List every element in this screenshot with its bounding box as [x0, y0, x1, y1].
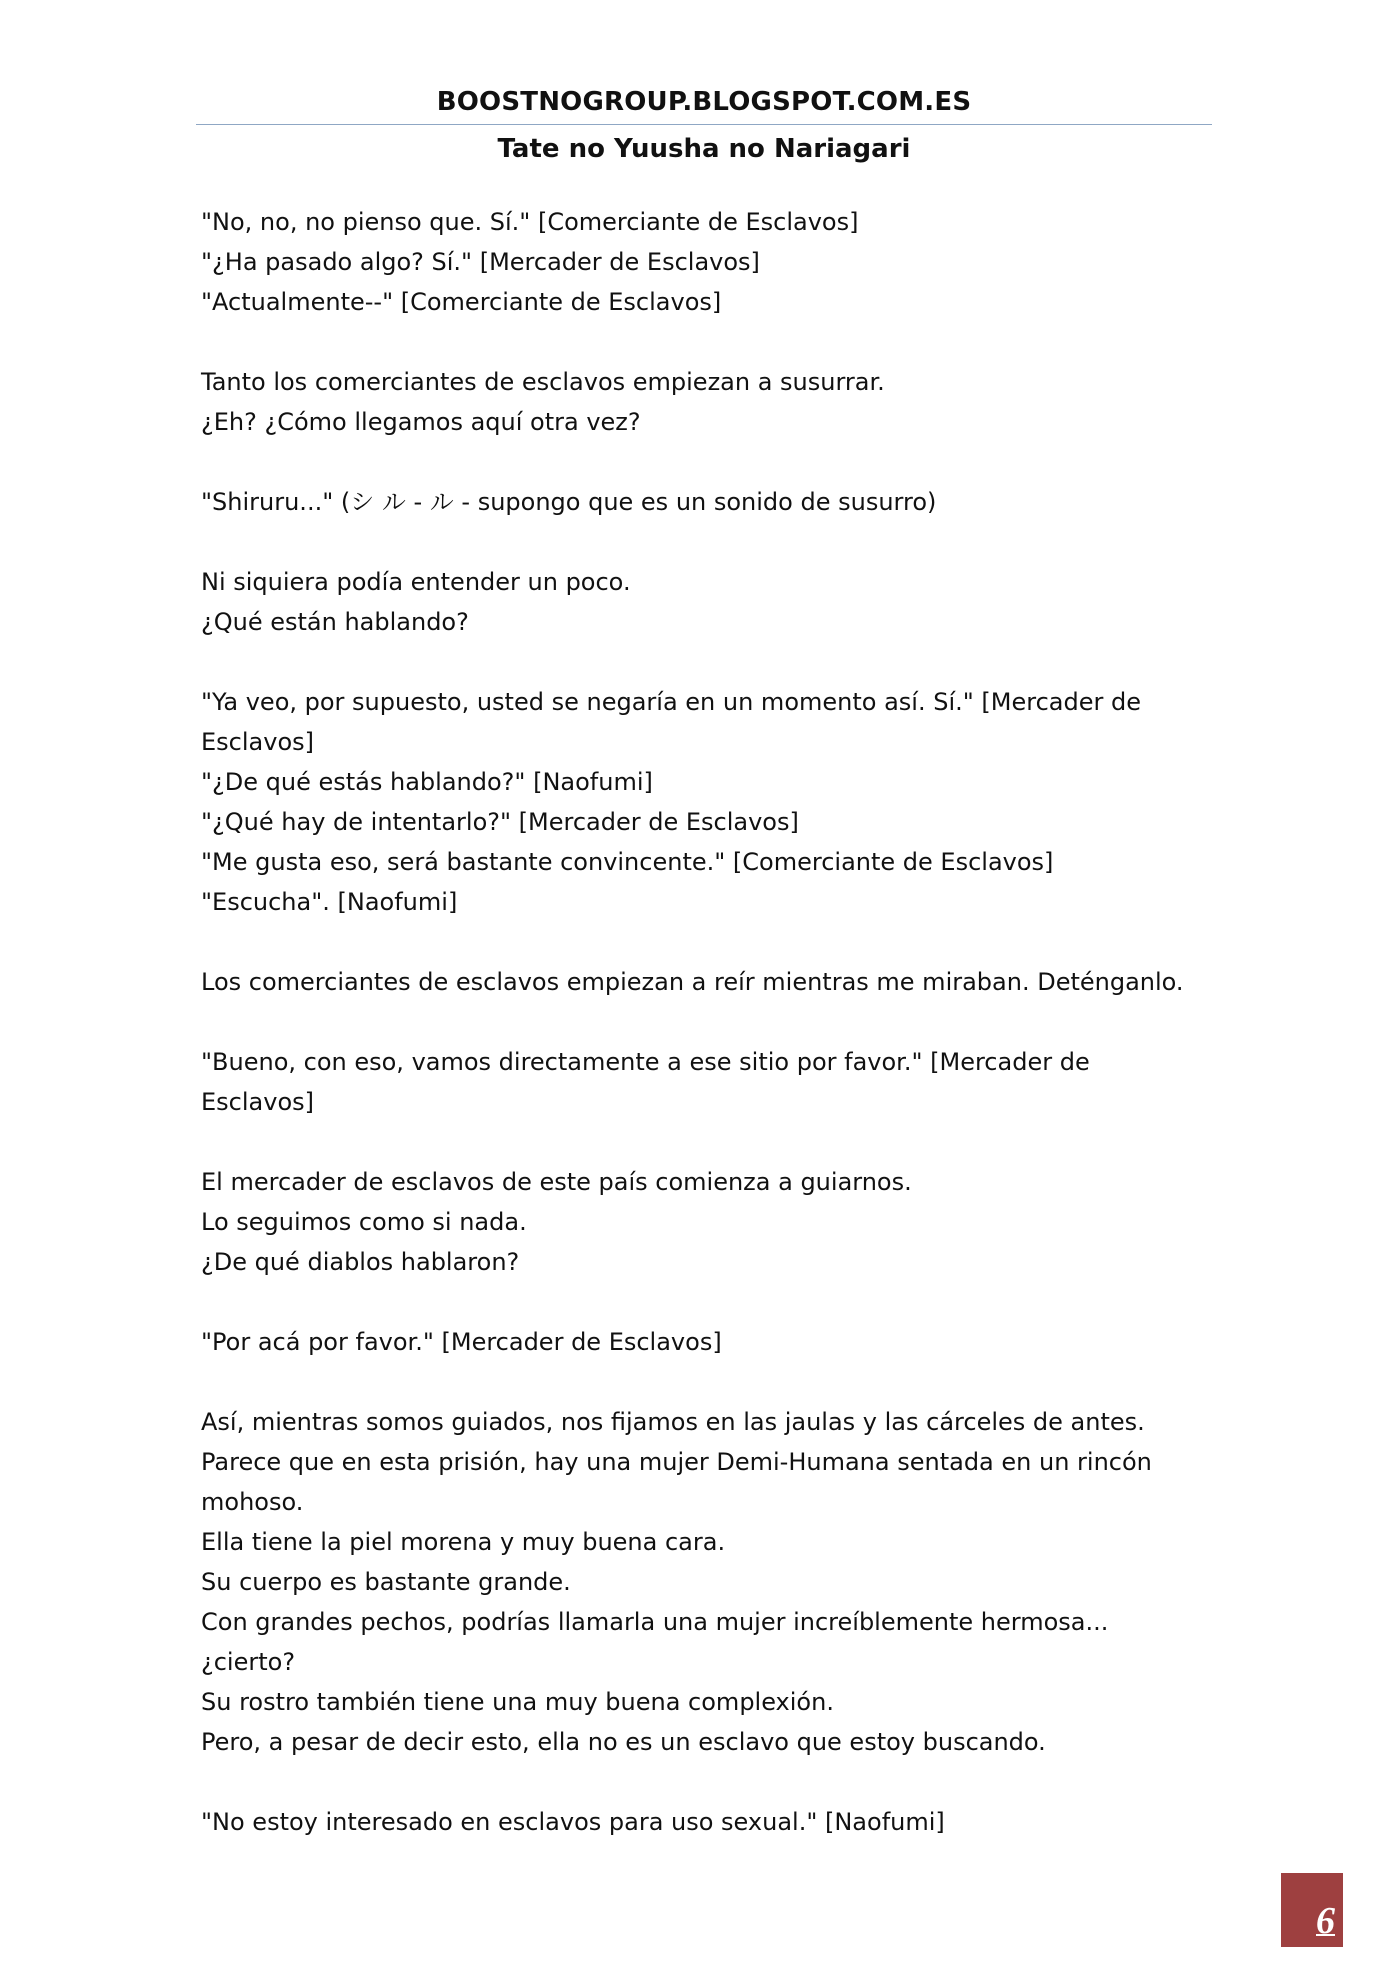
text-line: Pero, a pesar de decir esto, ella no es un esclavo que estoy buscando.: [201, 1728, 1046, 1756]
text-line: ¿Eh? ¿Cómo llegamos aquí otra vez?: [201, 408, 641, 436]
paragraph: [201, 1162, 1201, 1282]
chapter-body: [201, 202, 1201, 1882]
text-line: Los comerciantes de esclavos empiezan a reír mientras me miraban. Deténganlo.: [201, 968, 1184, 996]
text-line: "Me gusta eso, será bastante convincente." [Comerciante de Esclavos]: [201, 848, 1054, 876]
paragraph: [201, 962, 1201, 1002]
paragraph: [201, 202, 1201, 322]
text-line: Ella tiene la piel morena y muy buena cara.: [201, 1528, 726, 1556]
paragraph: [201, 682, 1201, 922]
text-line: El mercader de esclavos de este país comienza a guiarnos.: [201, 1168, 912, 1196]
page-number-badge: [1281, 1873, 1343, 1947]
text-line: Tanto los comerciantes de esclavos empiezan a susurrar.: [201, 368, 885, 396]
page-number: 6: [1316, 1900, 1335, 1942]
text-line: Ni siquiera podía entender un poco.: [201, 568, 631, 596]
text-line: Lo seguimos como si nada.: [201, 1208, 527, 1236]
text-line: "Por acá por favor." [Mercader de Esclavos]: [201, 1328, 722, 1356]
document-title: Tate no Yuusha no Nariagari: [497, 134, 911, 164]
text-line: "Ya veo, por supuesto, usted se negaría en un momento así. Sí." [Mercader de Esclavos]: [201, 688, 1141, 756]
paragraph: [201, 362, 1201, 442]
text-line: ¿Qué están hablando?: [201, 608, 469, 636]
paragraph: [201, 1402, 1201, 1762]
paragraph: [201, 562, 1201, 642]
text-line: Su rostro también tiene una muy buena complexión.: [201, 1688, 834, 1716]
paragraph: [201, 1802, 1201, 1842]
text-line: "No estoy interesado en esclavos para uso sexual." [Naofumi]: [201, 1808, 945, 1836]
paragraph: [201, 1042, 1201, 1122]
page-header: [196, 84, 1212, 167]
text-line: Parece que en esta prisión, hay una mujer Demi-Humana sentada en un rincón mohoso.: [201, 1448, 1152, 1516]
text-line: "No, no, no pienso que. Sí." [Comerciante de Esclavos]: [201, 208, 859, 236]
text-line: "Escucha". [Naofumi]: [201, 888, 458, 916]
site-title: BOOSTNOGROUP.BLOGSPOT.COM.ES: [436, 87, 972, 117]
text-line: Así, mientras somos guiados, nos fijamos en las jaulas y las cárceles de antes.: [201, 1408, 1145, 1436]
paragraph: [201, 1322, 1201, 1362]
paragraph: [201, 482, 1201, 522]
text-line: "Shiruru..." (シ ル - ル - supongo que es un sonido de susurro): [201, 488, 937, 516]
text-line: Su cuerpo es bastante grande.: [201, 1568, 571, 1596]
text-line: Con grandes pechos, podrías llamarla una mujer increíblemente hermosa... ¿cierto?: [201, 1608, 1109, 1676]
header-divider: [196, 124, 1212, 125]
text-line: "¿Qué hay de intentarlo?" [Mercader de Esclavos]: [201, 808, 799, 836]
text-line: "¿Ha pasado algo? Sí." [Mercader de Esclavos]: [201, 248, 760, 276]
text-line: "¿De qué estás hablando?" [Naofumi]: [201, 768, 653, 796]
text-line: "Actualmente--" [Comerciante de Esclavos]: [201, 288, 722, 316]
text-line: "Bueno, con eso, vamos directamente a ese sitio por favor." [Mercader de Esclavos]: [201, 1048, 1090, 1116]
text-line: ¿De qué diablos hablaron?: [201, 1248, 520, 1276]
